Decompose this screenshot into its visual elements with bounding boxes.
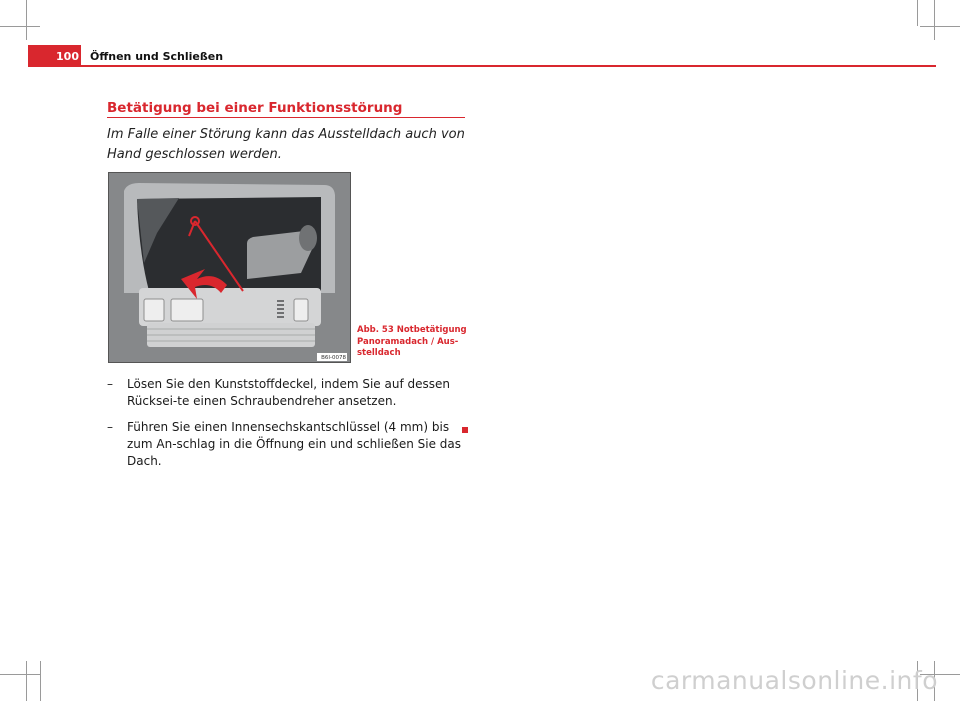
chapter-title: Öffnen und Schließen — [90, 50, 224, 63]
watermark: carmanualsonline.info — [650, 666, 938, 695]
crop-mark — [26, 0, 27, 40]
end-of-section-marker — [462, 427, 468, 433]
crop-mark — [0, 674, 40, 675]
section-intro: Im Falle einer Störung kann das Ausstelldach auch von Hand geschlossen werden. — [107, 127, 465, 162]
step-text: Führen Sie einen Innensechskantschlüssel (4 mm) bis zum An-schlag in die Öffnung ein und schließen Sie das Dach. — [127, 420, 462, 468]
roof-emergency-operation-illustration — [109, 173, 350, 362]
figure-caption: Abb. 53 Notbetätigung Panoramadach / Aus-stelldach — [357, 325, 467, 358]
crop-mark — [920, 26, 960, 27]
list-item — [107, 419, 469, 470]
figure-image — [108, 172, 351, 363]
crop-mark — [26, 661, 27, 701]
list-bullet: – — [107, 420, 113, 434]
page-number: 100 — [56, 50, 79, 63]
crop-mark — [0, 26, 40, 27]
figure-code: B6I-0078 — [321, 355, 346, 361]
section-title: Betätigung bei einer Funktionsstörung — [107, 100, 403, 116]
list-item — [107, 376, 469, 410]
header-rule — [28, 65, 936, 67]
step-list — [107, 376, 469, 479]
section-rule — [107, 117, 465, 118]
list-bullet: – — [107, 377, 113, 391]
step-text: Lösen Sie den Kunststoffdeckel, indem Sie auf dessen Rücksei-te einen Schraubendreher ansetzen. — [127, 377, 450, 408]
crop-mark — [40, 661, 41, 701]
crop-mark — [934, 0, 935, 40]
crop-mark — [917, 0, 918, 26]
